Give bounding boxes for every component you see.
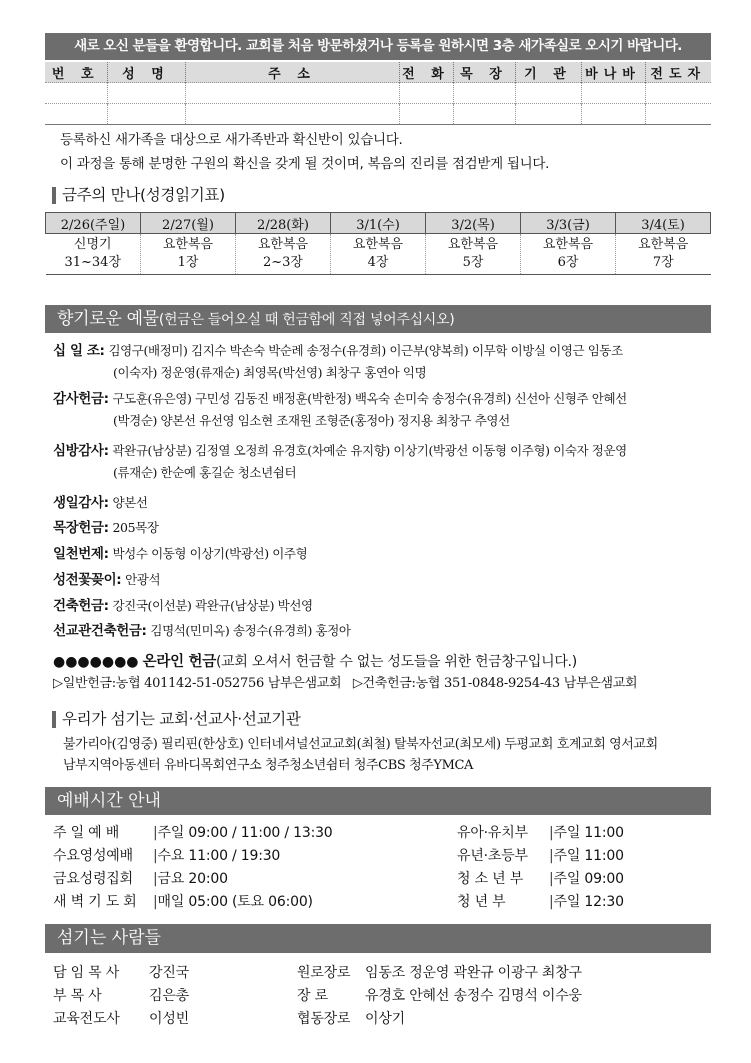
welcome-banner: 새로 오신 분들을 환영합니다. 교회를 처음 방문하셨거나 등록을 원하시면 3층 새가족실로 오시기 바랍니다. (45, 33, 711, 60)
staff-role: 장 로 (297, 988, 328, 1004)
reading-date: 3/2(목) (426, 213, 521, 234)
column-barnabas: 바나바 (581, 62, 645, 83)
registration-table (45, 62, 711, 125)
tithe-label: 십 일 조: (53, 343, 105, 359)
registration-cell[interactable] (45, 83, 107, 104)
staff-role: 협동장로 (297, 1011, 351, 1027)
serving-line-2: 남부지역아동센터 유바디목회연구소 청주청소년쉼터 청주CBS 청주YMCA (63, 758, 474, 773)
registration-cell[interactable] (453, 83, 515, 104)
worship-right-2: 청 소 년 부 |주일 09:00 (457, 868, 624, 888)
building-label: 건축헌금: (53, 598, 109, 614)
reading-title: 금주의 만나(성경읽기표) (52, 187, 225, 204)
staff-names: 강진국 (149, 965, 189, 981)
tithe-names-cont: (이숙자) 정운영(류재순) 최영목(박선영) 최창구 홍연아 익명 (113, 365, 427, 380)
worship-time: 금요 20:00 (157, 871, 228, 887)
column-address: 주 소 (185, 62, 399, 83)
worship-left-2: 금요성령집회 |금요 20:00 (53, 868, 228, 888)
reading-cell (426, 234, 521, 275)
worship-time: 매일 05:00 (토요 06:00) (157, 894, 313, 910)
registration-cell[interactable] (185, 104, 399, 125)
reading-chapter: 31~34장 (64, 255, 122, 270)
reading-book: 요한복음 (162, 237, 214, 252)
worship-time: 수요 11:00 / 19:30 (157, 848, 281, 864)
reading-book: 요한복음 (542, 237, 594, 252)
offering-banner (45, 305, 711, 333)
reading-book: 신명기 (73, 237, 112, 252)
reading-book: 요한복음 (638, 237, 689, 252)
reading-date: 2/28(화) (236, 213, 331, 234)
online-dots-icon: ●●●●●●● (53, 654, 139, 670)
thanks-names: 구도훈(유은영) 구민성 김동진 배정훈(박한정) 백옥숙 손미숙 송정수(유경희) 신선아 신형주 안혜선 (112, 391, 627, 406)
registration-cell[interactable] (645, 83, 711, 104)
registration-row (45, 104, 711, 125)
reading-chapter: 5장 (462, 255, 484, 270)
birthday-label: 생일감사: (53, 495, 109, 511)
worship-name: 유아·유치부 (457, 825, 528, 841)
staff-names: 김은총 (149, 988, 189, 1004)
reading-chapter: 4장 (367, 255, 389, 270)
staff-role: 원로장로 (297, 965, 351, 981)
serving-title: 우리가 섬기는 교회·선교사·선교기관 (52, 711, 301, 728)
offering-subtitle: (헌금은 들어오실 때 헌금함에 직접 넣어주십시오) (158, 312, 455, 328)
registration-cell[interactable] (645, 104, 711, 125)
worship-name: 금요성령집회 (53, 871, 133, 887)
registration-cell[interactable] (399, 83, 453, 104)
worship-time: 주일 09:00 (553, 871, 624, 887)
staff-right-1 (297, 985, 582, 1005)
worship-name: 청 년 부 (457, 894, 506, 910)
online-offering (53, 650, 577, 671)
staff-banner: 섬기는 사람들 (45, 924, 711, 953)
worship-name: 새 벽 기 도 회 (53, 894, 137, 910)
staff-role: 교육전도사 (53, 1011, 120, 1027)
worship-time: 주일 11:00 (553, 825, 624, 841)
reading-chapter: 1장 (177, 255, 199, 270)
reading-cell (46, 234, 141, 275)
visit-names: 곽완규(남상분) 김정열 오정희 유경호(차예순 유지향) 이상기(박광선 이동형 이주형) 이숙자 정운영 (112, 443, 627, 458)
reading-date: 3/4(토) (616, 213, 711, 234)
staff-names: 이상기 (365, 1011, 405, 1027)
newcomer-note-2: 이 과정을 통해 분명한 구원의 확신을 갖게 될 것이며, 복음의 진리를 점검받게 됩니다. (60, 156, 550, 172)
offering-birthday (53, 492, 709, 514)
first-names: 박성수 이동형 이상기(박광선) 이주형 (112, 546, 308, 561)
offering-visit (53, 440, 709, 483)
worship-right-0: 유아·유치부 |주일 11:00 (457, 822, 624, 842)
staff-names: 이성빈 (149, 1011, 189, 1027)
registration-cell[interactable] (515, 83, 581, 104)
column-cell: 목 장 (453, 62, 515, 83)
building-names: 강진국(이선분) 곽완규(남상분) 박선영 (112, 598, 313, 613)
worship-name: 주 일 예 배 (53, 825, 120, 841)
flower-names: 안광석 (125, 572, 161, 587)
worship-time: 주일 12:30 (553, 894, 624, 910)
offering-thanks (53, 388, 709, 431)
staff-left-2 (53, 1008, 189, 1028)
staff-names: 임동조 정운영 곽완규 이광구 최창구 (365, 965, 582, 981)
reading-date: 2/27(월) (141, 213, 236, 234)
worship-left-0: 주 일 예 배 |주일 09:00 / 11:00 / 13:30 (53, 822, 333, 842)
account-building: ▷건축헌금:농협 351-0848-9254-43 남부은샘교회 (352, 676, 638, 691)
registration-row (45, 83, 711, 104)
offering-first (53, 543, 709, 565)
registration-cell[interactable] (581, 83, 645, 104)
reading-book: 요한복음 (447, 237, 499, 252)
column-organization: 기 관 (515, 62, 581, 83)
column-evangelist: 전도자 (645, 62, 711, 83)
reading-date: 3/1(수) (331, 213, 426, 234)
reading-book: 요한복음 (352, 237, 404, 252)
offering-tithe (53, 340, 709, 383)
offering-cell (53, 517, 709, 539)
registration-cell[interactable] (581, 104, 645, 125)
reading-chapter: 7장 (652, 255, 674, 270)
visit-names-cont: (류재순) 한순예 홍길순 청소년쉼터 (113, 465, 297, 480)
reading-cell (236, 234, 331, 275)
birthday-names: 양본선 (112, 495, 148, 510)
registration-cell[interactable] (515, 104, 581, 125)
reading-cell (521, 234, 616, 275)
staff-names: 유경호 안혜선 송정수 김명석 이수웅 (365, 988, 582, 1004)
worship-left-1: 수요영성예배 |수요 11:00 / 19:30 (53, 845, 280, 865)
worship-right-1: 유년·초등부 |주일 11:00 (457, 845, 624, 865)
worship-time: 주일 11:00 (553, 848, 624, 864)
column-phone: 전 화 (399, 62, 453, 83)
account-general: ▷일반헌금:농협 401142-51-052756 남부은샘교회 (53, 676, 342, 691)
reading-cell (141, 234, 236, 275)
offering-mission (53, 620, 709, 642)
reading-table (45, 212, 711, 275)
cell-names: 205목장 (112, 520, 159, 535)
reading-cell (616, 234, 711, 275)
reading-date: 3/3(금) (521, 213, 616, 234)
reading-chapter: 6장 (557, 255, 579, 270)
offering-title: 향기로운 예물 (57, 309, 159, 329)
thanks-label: 감사헌금: (53, 391, 109, 407)
registration-cell[interactable] (107, 83, 185, 104)
staff-role: 담 임 목 사 (53, 965, 120, 981)
online-title: 온라인 헌금 (142, 654, 216, 670)
reading-cell (331, 234, 426, 275)
thanks-names-cont: (박경순) 양본선 유선영 임소현 조재원 조형준(홍정아) 정지용 최창구 추영선 (113, 413, 510, 428)
registration-cell[interactable] (185, 83, 399, 104)
staff-left-0 (53, 962, 189, 982)
worship-banner: 예배시간 안내 (45, 787, 711, 815)
worship-name: 청 소 년 부 (457, 871, 524, 887)
registration-cell[interactable] (107, 104, 185, 125)
reading-chapter: 2~3장 (263, 255, 303, 270)
column-name: 성 명 (107, 62, 185, 83)
online-desc: (교회 오셔서 헌금할 수 없는 성도들을 위한 헌금창구입니다.) (215, 654, 577, 670)
staff-right-0 (297, 962, 582, 982)
registration-cell[interactable] (399, 104, 453, 125)
visit-label: 심방감사: (53, 443, 109, 459)
tithe-names: 김영구(배정미) 김지수 박손숙 박순례 송정수(유경희) 이근부(양복희) 이무학 이방실 이영근 임동조 (108, 343, 623, 358)
worship-name: 수요영성예배 (53, 848, 133, 864)
worship-time: 주일 09:00 / 11:00 / 13:30 (157, 825, 333, 841)
flower-label: 성전꽃꽂이: (53, 572, 122, 588)
serving-line-1: 불가리아(김영중) 필리핀(한상호) 인터네셔널선교교회(최철) 탈북자선교(최모세) 두평교회 호계교회 영서교회 (63, 737, 658, 752)
worship-name: 유년·초등부 (457, 848, 528, 864)
account-info (53, 672, 637, 691)
reading-date: 2/26(주일) (46, 213, 141, 234)
registration-cell[interactable] (453, 104, 515, 125)
mission-label: 선교관건축헌금: (53, 623, 147, 639)
mission-names: 김명석(민미옥) 송정수(유경희) 홍정아 (150, 623, 351, 638)
newcomer-note-1: 등록하신 새가족을 대상으로 새가족반과 확신반이 있습니다. (60, 132, 403, 148)
offering-flower (53, 569, 709, 591)
registration-cell[interactable] (45, 104, 107, 125)
offering-building (53, 595, 709, 617)
staff-left-1 (53, 985, 189, 1005)
first-label: 일천번제: (53, 546, 109, 562)
reading-book: 요한복음 (257, 237, 309, 252)
worship-left-3: 새 벽 기 도 회 |매일 05:00 (토요 06:00) (53, 891, 313, 911)
staff-role: 부 목 사 (53, 988, 102, 1004)
staff-right-2 (297, 1008, 405, 1028)
cell-label: 목장헌금: (53, 520, 109, 536)
column-number: 번 호 (45, 62, 107, 83)
worship-right-3: 청 년 부 |주일 12:30 (457, 891, 624, 911)
